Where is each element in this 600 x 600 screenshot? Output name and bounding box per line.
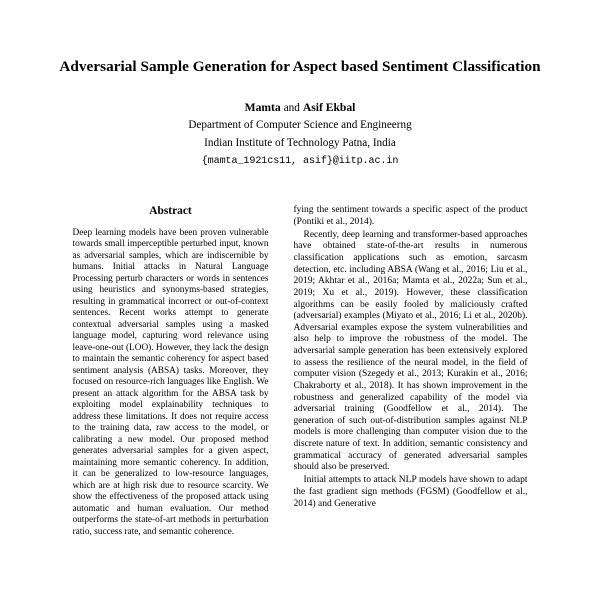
intro-paragraph-continuation: fying the sentiment towards a specific aspect of the product (Pontiki et al., 2014). [293, 205, 528, 227]
author-separator: and [283, 102, 300, 115]
column-left [73, 205, 269, 538]
page-title: Adversarial Sample Generation for Aspect based Sentiment Classification [59, 58, 541, 75]
abstract-body: Deep learning models have been proven vulnerable towards small imperceptible perturbed input, known as adversarial samples, which are indiscernible by humans. Initial attacks in Natural Language Processing perturb characters or words in sentences using heuristics and synonyms-based strategies, resulting in grammatical incorrect or out-of-context sentences. Recent works attempt to generate contextual adversarial samples using a masked language model, capturing word relevance using leave-one-out (LOO). However, they lack the design to maintain the semantic coherency for aspect based sentiment analysis (ABSA) tasks. Moreover, they focused on resource-rich languages like English. We present an attack algorithm for the ABSA task by exploiting model explainability techniques to address these limitations. It does not require access to the training data, raw access to the model, or calibrating a new model. Our proposed method generates adversarial samples for a given aspect, maintaining more semantic coherency. In addition, it can be generalized to low-resource languages, which are at high risk due to resource scarcity. We show the effectiveness of the proposed attack using automatic and human evaluation. Our method outperforms the state-of-art methods in perturbation ratio, success rate, and semantic coherence. [72, 227, 269, 537]
author-name-first: Mamta [244, 101, 281, 115]
intro-paragraph-2: Recently, deep learning and transformer-based approaches have obtained state-of-the-art results in numerous classification applications such as emotion, sarcasm detection, etc. including ABSA (Wang et al., 2016; Liu et al., 2019; Akhtar et al., 2016a; Mamta et al., 2022a; Sun et al., 2019; Xu et al., 2019). However, these classification algorithms can be easily fooled by maliciously crafted (adversarial) examples (Miyato et al., 2016; Li et al., 2020b). Adversarial examples expose the system vulnerabilities and also help to improve the robustness of the model. The adversarial sample generation has been extensively explored to assess the resilience of the neural model, in the field of computer vision (Szegedy et al., 2013; Kurakin et al., 2016; Chakraborty et al., 2018). It has shown improvement in the robustness and generalized capability of the model via adversarial training (Goodfellow et al., 2014). The generation of such out-of-distribution samples against NLP models is more challenging than computer vision due to the discrete nature of text. In addition, semantic consistency and grammatical accuracy of generated adversarial samples should also be preserved. [293, 229, 528, 473]
author-email: {mamta_1921cs11, asif}@iitp.ac.in [201, 156, 399, 168]
intro-paragraph-3: Initial attempts to attack NLP models have shown to adapt the fast gradient sign methods (FGSM) (Goodfellow et al., 2014) and Generative [293, 475, 528, 509]
body-columns [0, 205, 600, 538]
author-list [0, 100, 600, 116]
author-name-second: Asif Ekbal [302, 101, 356, 115]
affiliation-department: Department of Computer Science and Engineerng [188, 119, 412, 132]
abstract-heading: Abstract [149, 205, 192, 217]
column-right [294, 205, 528, 538]
affiliation-institute: Indian Institute of Technology Patna, India [204, 136, 396, 149]
title-block [0, 0, 600, 169]
